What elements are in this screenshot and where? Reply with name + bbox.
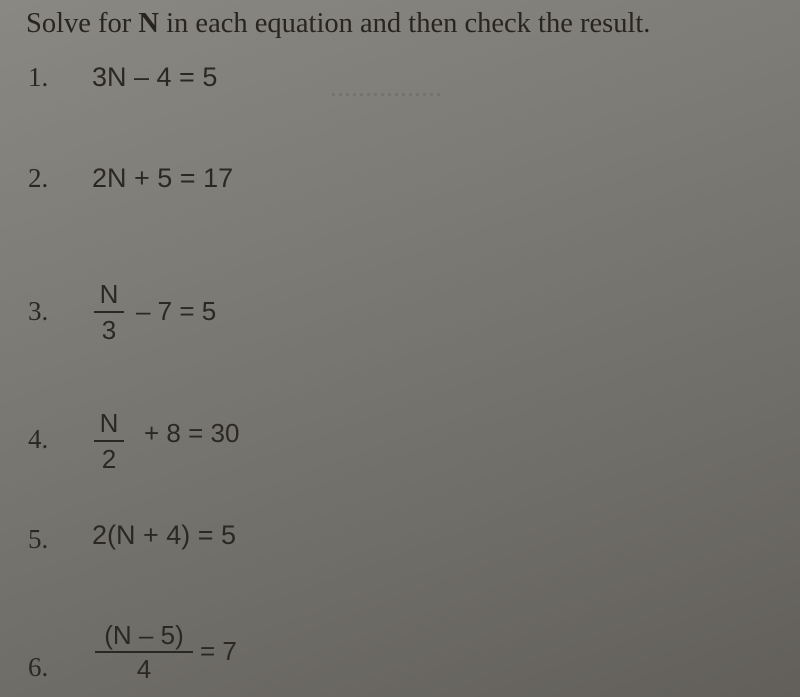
equation: 2N + 5 = 17 bbox=[92, 163, 234, 193]
problem-number: 3. bbox=[28, 296, 49, 326]
fraction-numerator: (N – 5) bbox=[104, 620, 184, 650]
bleed-through-text: ................ bbox=[330, 72, 442, 103]
instruction-variable: N bbox=[138, 8, 159, 39]
equation-rest: – 7 = 5 bbox=[136, 296, 217, 326]
instruction-post: in each equation and then check the result. bbox=[159, 8, 651, 39]
problem-number: 4. bbox=[28, 424, 49, 454]
equation: 2(N + 4) = 5 bbox=[92, 520, 237, 550]
problem-number: 1. bbox=[28, 62, 49, 92]
instruction-heading bbox=[26, 8, 650, 40]
equation-rest: = 7 bbox=[200, 636, 237, 666]
instruction-pre: Solve for bbox=[26, 8, 139, 39]
fraction bbox=[94, 408, 124, 475]
fraction-denominator: 3 bbox=[101, 315, 117, 345]
fraction-numerator: N bbox=[99, 279, 119, 309]
fraction-bar bbox=[94, 440, 124, 442]
equation-rest: + 8 = 30 bbox=[144, 418, 240, 448]
fraction-denominator: 4 bbox=[136, 654, 152, 684]
fraction-numerator: N bbox=[99, 408, 119, 438]
fraction-bar bbox=[94, 311, 124, 313]
problem-number: 5. bbox=[28, 524, 49, 554]
fraction bbox=[94, 279, 124, 346]
fraction-bar bbox=[95, 651, 193, 653]
problem-number: 6. bbox=[28, 652, 49, 682]
equation: 3N – 4 = 5 bbox=[92, 62, 218, 92]
problem-number: 2. bbox=[28, 163, 49, 193]
fraction-denominator: 2 bbox=[101, 444, 117, 474]
fraction bbox=[95, 620, 193, 685]
